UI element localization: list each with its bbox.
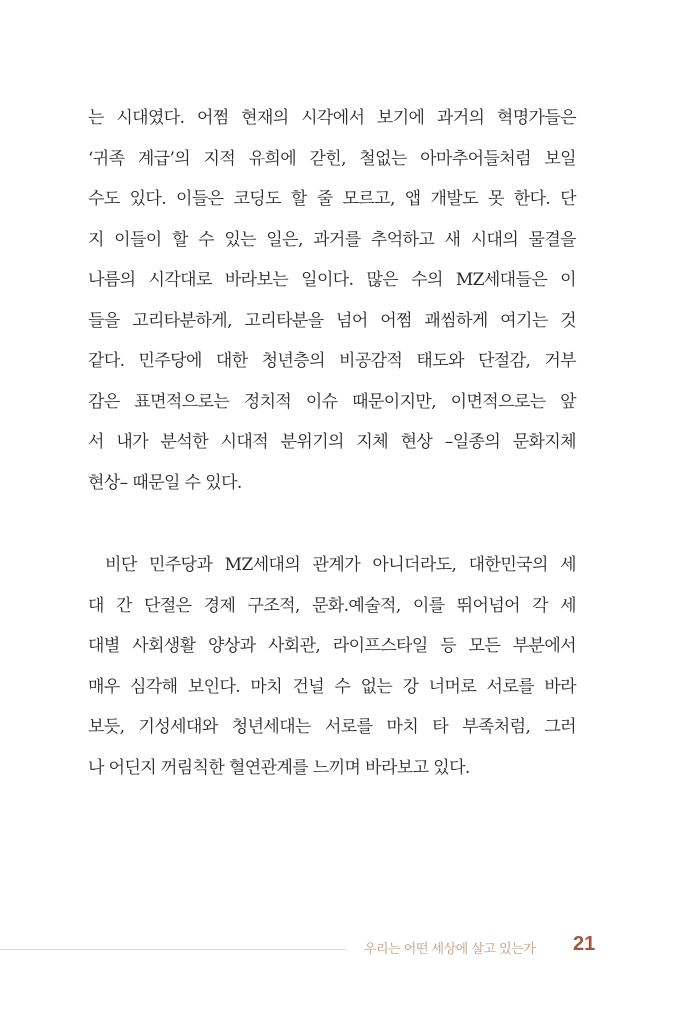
text-line: 비단 민주당과 MZ세대의 관계가 아니더라도, 대한민국의 세 [105, 555, 576, 575]
text-line: 수도 있다. 이들은 코딩도 할 줄 모르고, 앱 개발도 못 한다. 단 [88, 189, 576, 209]
text-line: 감은 표면적으로는 정치적 이슈 때문이지만, 이면적으로는 앞 [88, 391, 576, 412]
text-line: 매우 심각해 보인다. 마치 건널 수 없는 강 너머로 서로를 바라 [88, 676, 576, 697]
text-line: 서 내가 분석한 시대적 분위기의 지체 현상 –일종의 문화지체 [88, 432, 576, 452]
text-line: 현상– 때문일 수 있다. [88, 472, 242, 493]
text-line: 대 간 단절은 경제 구조적, 문화.예술적, 이를 뛰어넘어 각 세 [88, 595, 576, 616]
text-line: 같다. 민주당에 대한 청년층의 비공감적 태도와 단절감, 거부 [88, 351, 576, 371]
page-number: 21 [573, 933, 596, 955]
text-line: 보듯, 기성세대와 청년세대는 서로를 마치 타 부족처럼, 그러 [88, 717, 576, 737]
text-line: 들을 고리타분하게, 고리타분을 넘어 어쩜 괘씸하게 여기는 것 [88, 310, 576, 331]
text-line: 나름의 시각대로 바라보는 일이다. 많은 수의 MZ세대들은 이 [88, 270, 576, 290]
text-line: 지 이들이 할 수 있는 일은, 과거를 추억하고 새 시대의 물결을 [88, 229, 576, 250]
paragraph-1 [88, 98, 576, 503]
text-line: 는 시대였다. 어쩜 현재의 시각에서 보기에 과거의 혁명가들은 [88, 108, 576, 128]
footer-divider [0, 949, 346, 950]
body-text [88, 98, 576, 788]
text-line: 나 어딘지 꺼림칙한 혈연관계를 느끼며 바라보고 있다. [88, 757, 470, 778]
text-line: 대별 사회생활 양상과 사회관, 라이프스타일 등 모든 부분에서 [88, 636, 576, 656]
paragraph-2 [88, 545, 576, 788]
text-line: ‘귀족 계급’의 지적 유희에 갇힌, 철없는 아마추어들처럼 보일 [88, 148, 576, 169]
paragraph-gap [88, 503, 576, 545]
running-title: 우리는 어떤 세상에 살고 있는가 [364, 942, 536, 957]
